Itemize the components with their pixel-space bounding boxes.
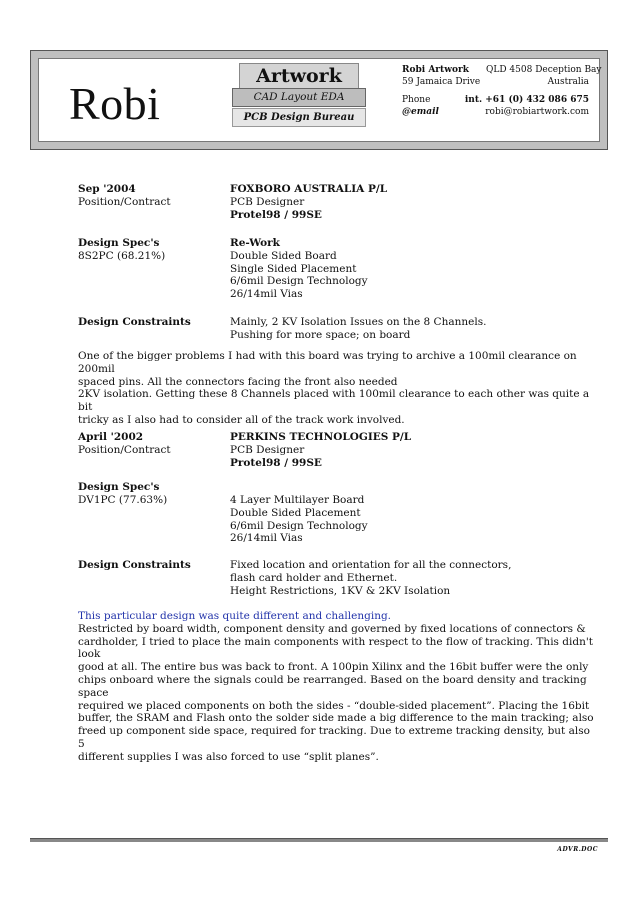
job-2-notes bbox=[78, 610, 598, 764]
spec-line: 26/14mil Vias bbox=[230, 288, 303, 301]
spec-line: 26/14mil Vias bbox=[230, 532, 303, 545]
spec-line: Double Sided Placement bbox=[230, 506, 361, 519]
job-date: Sep '2004 bbox=[78, 183, 136, 195]
job-2-header bbox=[78, 431, 598, 471]
tagline: CAD Layout EDA bbox=[232, 88, 366, 107]
contact-name: Robi Artwork bbox=[402, 65, 469, 75]
constraint-line: Mainly, 2 KV Isolation Issues on the 8 Channels. bbox=[230, 316, 487, 328]
company-name: Artwork bbox=[239, 63, 359, 89]
spec-line: Single Sided Placement bbox=[230, 262, 357, 275]
note-line: One of the bigger problems I had with this board was trying to archive a 100mil clearance on 200mil bbox=[78, 350, 577, 375]
note-line: 2KV isolation. Getting these 8 Channels placed with 100mil clearance to each other was quite a bit bbox=[78, 388, 590, 414]
constraint-line: Fixed location and orientation for all the connectors, bbox=[230, 559, 512, 571]
job-2-spec-heading bbox=[78, 481, 598, 495]
note-line: Restricted by board width, component density and governed by fixed locations of connectors & bbox=[78, 622, 586, 635]
address: 59 Jamaica Drive bbox=[402, 77, 481, 87]
constraint-line: Height Restrictions, 1KV & 2KV Isolation bbox=[230, 584, 451, 597]
note-line: different supplies I was also forced to use “split planes”. bbox=[78, 750, 379, 763]
bureau-label: PCB Design Bureau bbox=[232, 108, 366, 127]
constraints-label: Design Constraints bbox=[78, 559, 191, 571]
email-label: @email bbox=[402, 107, 439, 117]
job-tool: Protel98 / 99SE bbox=[230, 456, 322, 469]
position-label: Position/Contract bbox=[78, 443, 171, 456]
letterhead bbox=[30, 50, 608, 150]
note-line: cardholder, I tried to place the main components with respect to the flow of tracking. This didn't look bbox=[78, 635, 593, 661]
spec-line: 6/6mil Design Technology bbox=[230, 275, 368, 288]
constraint-line: Pushing for more space; on board bbox=[230, 328, 411, 341]
job-2-spec bbox=[78, 494, 598, 548]
job-date: April '2002 bbox=[78, 431, 144, 443]
letterhead-inner bbox=[38, 58, 600, 142]
country: Australia bbox=[547, 77, 589, 87]
region: QLD 4508 Deception Bay bbox=[486, 65, 602, 75]
job-company: PERKINS TECHNOLOGIES P/L bbox=[230, 431, 412, 443]
highlight-line: This particular design was quite different and challenging. bbox=[78, 610, 392, 622]
spec-value: 8S2PC (68.21%) bbox=[78, 249, 166, 262]
note-line: freed up component side space, required for tracking. Due to extreme tracking density, but also 5 bbox=[78, 725, 590, 750]
note-line: buffer, the SRAM and Flash onto the solder side made a big difference to the main tracking; also bbox=[78, 712, 594, 725]
note-line: spaced pins. All the connectors facing the front also needed bbox=[78, 375, 398, 388]
job-1-constraints bbox=[78, 316, 598, 344]
job-company: FOXBORO AUSTRALIA P/L bbox=[230, 183, 388, 195]
note-line: required we placed components on both the sides - “double-sided placement”. Placing the 16bit bbox=[78, 699, 590, 712]
position-label: Position/Contract bbox=[78, 195, 171, 208]
constraint-line: flash card holder and Ethernet. bbox=[230, 571, 398, 584]
spec-label: Design Spec's bbox=[78, 237, 160, 249]
footer-rule bbox=[30, 838, 608, 842]
spec-line: 6/6mil Design Technology bbox=[230, 519, 368, 532]
job-2-constraints bbox=[78, 559, 598, 599]
job-1-notes bbox=[78, 350, 598, 427]
spec-line: Re-Work bbox=[230, 237, 280, 249]
job-1-spec bbox=[78, 237, 598, 303]
phone-label: Phone bbox=[402, 95, 431, 105]
constraints-label: Design Constraints bbox=[78, 316, 191, 328]
spec-value: DV1PC (77.63%) bbox=[78, 494, 168, 506]
logo-name: Robi bbox=[69, 78, 161, 129]
footer-doc-name: ADVR.DOC bbox=[557, 846, 598, 853]
note-line: chips onboard where the signals could be rearranged. Based on the board density and tracking space bbox=[78, 673, 587, 699]
email-address[interactable]: robi@robiartwork.com bbox=[485, 107, 589, 117]
job-tool: Protel98 / 99SE bbox=[230, 208, 322, 221]
job-role: PCB Designer bbox=[230, 443, 305, 456]
phone-number: int. +61 (0) 432 086 675 bbox=[464, 95, 589, 105]
note-line: good at all. The entire bus was back to front. A 100pin Xilinx and the 16bit buffer were the only bbox=[78, 661, 589, 674]
job-role: PCB Designer bbox=[230, 195, 305, 208]
note-line: tricky as I also had to consider all of the track work involved. bbox=[78, 413, 405, 426]
spec-line: 4 Layer Multilayer Board bbox=[230, 494, 365, 506]
job-1-header bbox=[78, 183, 598, 223]
spec-label: Design Spec's bbox=[78, 481, 160, 493]
spec-line: Double Sided Board bbox=[230, 249, 337, 262]
